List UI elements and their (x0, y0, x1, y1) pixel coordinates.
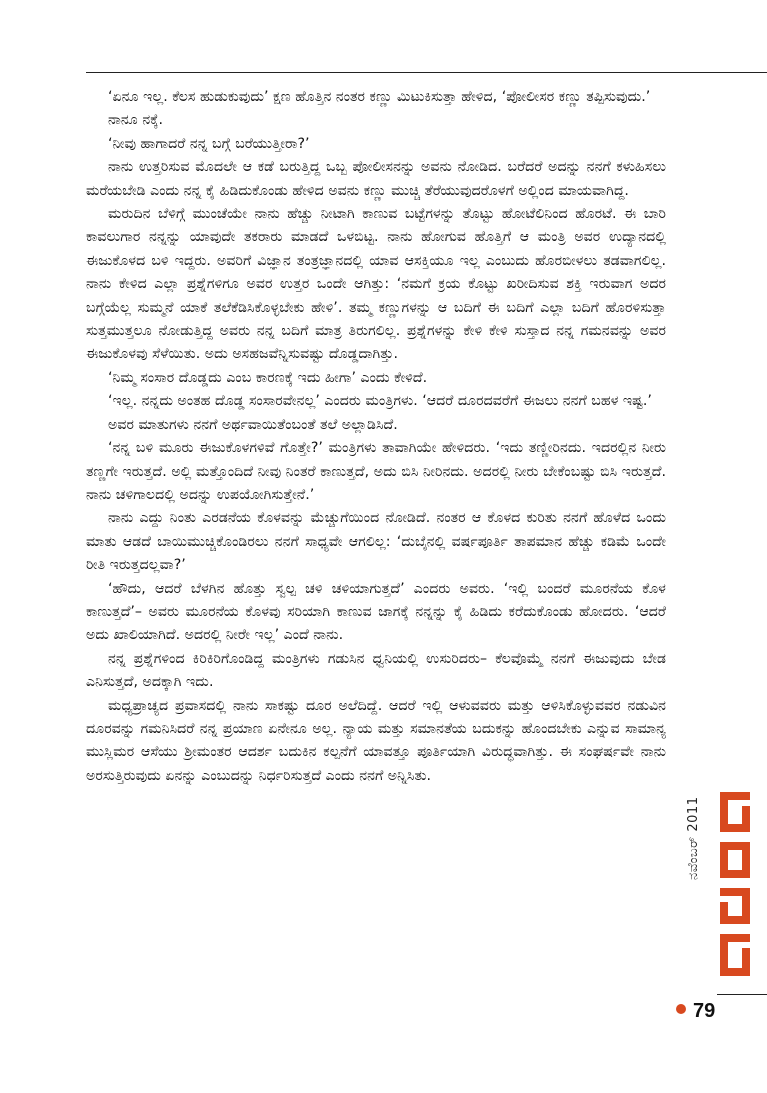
paragraph: ‘ಏನೂ ಇಲ್ಲ. ಕೆಲಸ ಹುಡುಕುವುದು’ ಕ್ಷಣ ಹೊತ್ತಿನ ನಂತರ ಕಣ್ಣು ಮಿಟುಕಿಸುತ್ತಾ ಹೇಳಿದ, ‘ಪೋಲೀಸರ ಕಣ್ಣು ತಪ್ಪಿಸುವುದು.’ (108, 89, 651, 105)
article-body (86, 86, 666, 788)
page-number: 79 (693, 1000, 716, 1022)
page-marker-dot (676, 1004, 686, 1014)
paragraph: ನನ್ನ ಪ್ರಶ್ನೆಗಳಿಂದ ಕಿರಿಕಿರಿಗೊಂಡಿದ್ದ ಮಂತ್ರಿಗಳು ಗಡುಸಿನ ಧ್ವನಿಯಲ್ಲಿ ಉಸುರಿದರು– ಕೆಲವೊಮ್ಮೆ ನನಗೆ ಈಜುವುದು ಬೇಡ ಎನಿಸುತ್ತದೆ, ಅದಕ್ಕಾಗಿ ಇದು. (86, 650, 666, 691)
paragraph: ಮರುದಿನ ಬೆಳಿಗ್ಗೆ ಮುಂಚೆಯೇ ನಾನು ಹೆಚ್ಚು ನೀಟಾಗಿ ಕಾಣುವ ಬಟ್ಟೆಗಳನ್ನು ತೊಟ್ಟು ಹೋಟೆಲಿನಿಂದ ಹೊರಟೆ. ಈ ಬಾರಿ ಕಾವಲುಗಾರ ನನ್ನನ್ನು ಯಾವುದೇ ತಕರಾರು ಮಾಡದೆ ಒಳಬಿಟ್ಟ. ನಾನು ಹೋಗುವ ಹೊತ್ತಿಗೆ ಆ ಮಂತ್ರಿ ಅವರ ಉದ್ಯಾನದಲ್ಲಿ ಈಜುಕೊಳದ ಬಳಿ ಇದ್ದರು. ಅವರಿಗೆ ವಿಜ್ಞಾನ ತಂತ್ರಜ್ಞಾನದಲ್ಲಿ ಯಾವ ಆಸಕ್ತಿಯೂ ಇಲ್ಲ ಎಂಬುದು ಹೊರಬೀಳಲು ತಡವಾಗಲಿಲ್ಲ. ನಾನು ಕೇಳಿದ ಎಲ್ಲಾ ಪ್ರಶ್ನೆಗಳಿಗೂ ಅವರ ಉತ್ತರ ಒಂದೇ ಆಗಿತ್ತು: ‘ನಮಗೆ ಕ್ರಯ ಕೊಟ್ಟು ಖರೀದಿಸುವ ಶಕ್ತಿ ಇರುವಾಗ ಅದರ ಬಗ್ಗೆಯೆಲ್ಲ ಸುಮ್ಮನೆ ಯಾಕೆ ತಲೆಕೆಡಿಸಿಕೊಳ್ಳಬೇಕು ಹೇಳಿ’. ತಮ್ಮ ಕಣ್ಣುಗಳನ್ನು ಆ ಬದಿಗೆ ಈ ಬದಿಗೆ ಎಲ್ಲಾ ಬದಿಗೆ ಹೊರಳಿಸುತ್ತಾ ಸುತ್ತಮುತ್ತಲೂ ನೋಡುತ್ತಿದ್ದ ಅವರು ನನ್ನ ಬದಿಗೆ ಮಾತ್ರ ತಿರುಗಲಿಲ್ಲ. ಪ್ರಶ್ನೆಗಳನ್ನು ಕೇಳಿ ಕೇಳಿ ಸುಸ್ತಾದ ನನ್ನ ಗಮನವನ್ನು ಅವರ ಈಜುಕೊಳವು ಸೆಳೆಯಿತು. ಅದು ಅಸಹಜವೆನ್ನಿಸುವಷ್ಟು ದೊಡ್ಡದಾಗಿತ್ತು. (86, 206, 666, 363)
paragraph: ಅವರ ಮಾತುಗಳು ನನಗೆ ಅರ್ಥವಾಯಿತೆಂಬಂತೆ ತಲೆ ಅಲ್ಲಾಡಿಸಿದೆ. (108, 416, 398, 433)
paragraph: ನಾನು ಉತ್ತರಿಸುವ ಮೊದಲೇ ಆ ಕಡೆ ಬರುತ್ತಿದ್ದ ಒಬ್ಬ ಪೋಲೀಸನನ್ನು ಅವನು ನೋಡಿದ. ಬರೆದರೆ ಅದನ್ನು ನನಗೆ ಕಳುಹಿಸಲು ಮರೆಯಬೇಡಿ ಎಂದು ನನ್ನ ಕೈ ಹಿಡಿದುಕೊಂಡು ಹೇಳಿದ ಅವನು ಕಣ್ಣು ಮುಚ್ಚಿ ತೆರೆಯುವುದರೊಳಗೆ ಅಲ್ಲಿಂದ ಮಾಯವಾಗಿದ್ದ. (86, 159, 666, 199)
paragraph: ನಾನು ಎದ್ದು ನಿಂತು ಎರಡನೆಯ ಕೊಳವನ್ನು ಮೆಚ್ಚುಗೆಯಿಂದ ನೋಡಿದೆ. ನಂತರ ಆ ಕೊಳದ ಕುರಿತು ನನಗೆ ಹೊಳೆದ ಒಂದು ಮಾತು ಆಡದೆ ಬಾಯಿಮುಚ್ಚಿಕೊಂಡಿರಲು ನನಗೆ ಸಾಧ್ಯವೇ ಆಗಲಿಲ್ಲ: ‘ದುಬೈನಲ್ಲಿ ವರ್ಷಪೂರ್ತಿ ತಾಪಮಾನ ಹೆಚ್ಚು ಕಡಿಮೆ ಒಂದೇ ರೀತಿ ಇರುತ್ತದಲ್ಲವಾ?’ (86, 510, 666, 574)
paragraph: ‘ನಿಮ್ಮ ಸಂಸಾರ ದೊಡ್ಡದು ಎಂಬ ಕಾರಣಕ್ಕೆ ಇದು ಹೀಗಾ’ ಎಂದು ಕೇಳಿದೆ. (108, 369, 428, 386)
paragraph: ‘ನನ್ನ ಬಳಿ ಮೂರು ಈಜುಕೊಳಗಳಿವೆ ಗೊತ್ತೇ?’ ಮಂತ್ರಿಗಳು ತಾವಾಗಿಯೇ ಹೇಳಿದರು. ‘ಇದು ತಣ್ಣೀರಿನದು. ಇದರಲ್ಲಿನ ನೀರು ತಣ್ಣಗೇ ಇರುತ್ತದೆ. ಅಲ್ಲಿ ಮತ್ತೊಂದಿದೆ ನೀವು ನಿಂತರೆ ಕಾಣುತ್ತದೆ, ಅದು ಬಿಸಿ ನೀರಿನದು. ಅದರಲ್ಲಿ ನೀರು ಬೇಕೆಂಬಷ್ಟು ಬಿಸಿ ಇರುತ್ತದೆ. ನಾನು ಚಳಿಗಾಲದಲ್ಲಿ ಅದನ್ನು ಉಪಯೋಗಿಸುತ್ತೇನೆ.’ (86, 440, 666, 503)
paragraph: ನಾನೂ ನಕ್ಕೆ. (108, 112, 164, 129)
footer-rule (717, 994, 767, 995)
paragraph: ‘ಹೌದು, ಆದರೆ ಬೆಳಗಿನ ಹೊತ್ತು ಸ್ವಲ್ಪ ಚಳಿ ಚಳಿಯಾಗುತ್ತದೆ’ ಎಂದರು ಅವರು. ‘ಇಲ್ಲಿ ಬಂದರೆ ಮೂರನೆಯ ಕೊಳ ಕಾಣುತ್ತದೆ’– ಅವರು ಮೂರನೆಯ ಕೊಳವು ಸರಿಯಾಗಿ ಕಾಣುವ ಜಾಗಕ್ಕೆ ನನ್ನನ್ನು ಕೈ ಹಿಡಿದು ಕರೆದುಕೊಂಡು ಹೋದರು. ‘ಆದರೆ ಅದು ಖಾಲಿಯಾಗಿದೆ. ಅದರಲ್ಲಿ ನೀರೇ ಇಲ್ಲ’ ಎಂದೆ ನಾನು. (86, 580, 666, 644)
paragraph: ಮಧ್ಯಪ್ರಾಚ್ಯದ ಪ್ರವಾಸದಲ್ಲಿ ನಾನು ಸಾಕಷ್ಟು ದೂರ ಅಲೆದಿದ್ದೆ. ಆದರೆ ಇಲ್ಲಿ ಆಳುವವರು ಮತ್ತು ಆಳಿಸಿಕೊಳ್ಳುವವರ ನಡುವಿನ ದೂರವನ್ನು ಗಮನಿಸಿದರೆ ನನ್ನ ಪ್ರಯಾಣ ಏನೇನೂ ಅಲ್ಲ. ನ್ಯಾಯ ಮತ್ತು ಸಮಾನತೆಯ ಬದುಕನ್ನು ಹೊಂದಬೇಕು ಎನ್ನುವ ಸಾಮಾನ್ಯ ಮುಸ್ಲಿಮರ ಆಸೆಯು ಶ್ರೀಮಂತರ ಆದರ್ಶ ಬದುಕಿನ ಕಲ್ಪನೆಗೆ ಯಾವತ್ತೂ ಪೂರ್ತಿಯಾಗಿ ವಿರುದ್ಧವಾಗಿತ್ತು. ಈ ಸಂಘರ್ಷವೇ ನಾನು ಅರಸುತ್ತಿರುವುದು ಏನನ್ನು ಎಂಬುದನ್ನು ನಿರ್ಧರಿಸುತ್ತದೆ ಎಂದು ನನಗೆ ಅನ್ನಿಸಿತು. (86, 697, 666, 784)
header-rule (86, 72, 767, 73)
magazine-logo (716, 786, 756, 986)
issue-date: ನವೆಂಬರ್ 2011 (686, 796, 701, 880)
magazine-name: ಮಯೂರ (716, 786, 720, 787)
paragraph: ‘ಇಲ್ಲ. ನನ್ನದು ಅಂತಹ ದೊಡ್ಡ ಸಂಸಾರವೇನಲ್ಲ’ ಎಂದರು ಮಂತ್ರಿಗಳು. ‘ಆದರೆ ದೂರದವರೆಗೆ ಈಜಲು ನನಗೆ ಬಹಳ ಇಷ್ಟ.’ (108, 393, 652, 410)
paragraph: ‘ನೀವು ಹಾಗಾದರೆ ನನ್ನ ಬಗ್ಗೆ ಬರೆಯುತ್ತೀರಾ?’ (108, 135, 310, 152)
